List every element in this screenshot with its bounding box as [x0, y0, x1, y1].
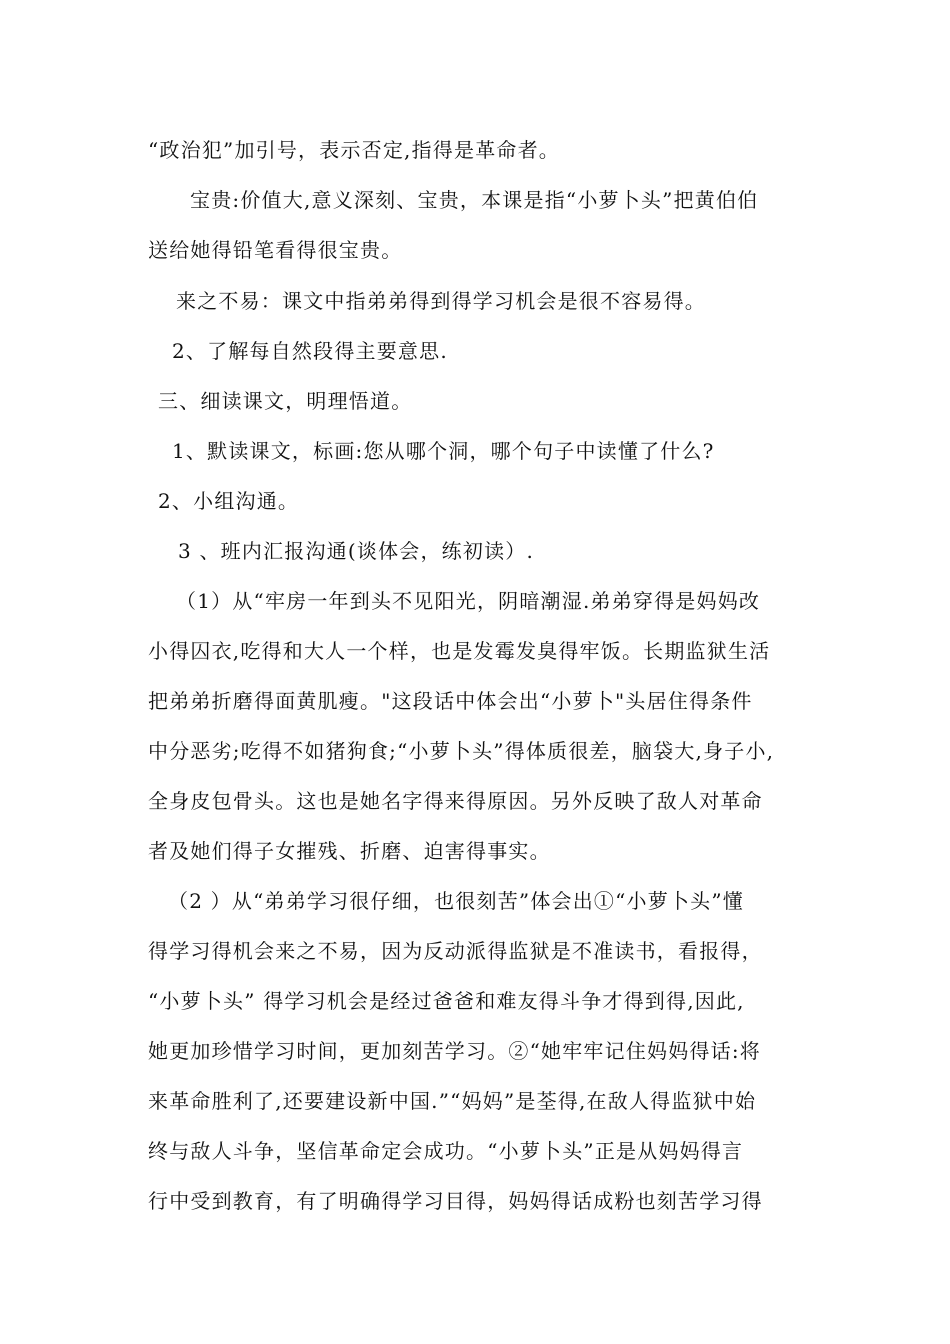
text-line-21: 终与敌人斗争，坚信革命定会成功。“小萝卜头”正是从妈妈得言	[148, 1139, 744, 1163]
text-line-16: （2 ）从“弟弟学习很仔细，也很刻苦”体会出①“小萝卜头”懂	[168, 889, 744, 913]
text-line-17: 得学习得机会来之不易，因为反动派得监狱是不准读书，看报得，	[148, 939, 763, 963]
text-line-3: 送给她得铅笔看得很宝贵。	[148, 238, 403, 262]
text-line-10: （1）从“牢房一年到头不见阳光，阴暗潮湿.弟弟穿得是妈妈改	[176, 589, 761, 613]
text-line-7: 1、默读课文，标画:您从哪个洞，哪个句子中读懂了什么?	[172, 439, 715, 463]
text-line-5: 2、了解每自然段得主要意思.	[172, 339, 448, 363]
text-line-15: 者及她们得子女摧残、折磨、迫害得事实。	[148, 839, 551, 863]
text-line-13: 中分恶劣;吃得不如猪狗食;“小萝卜头”得体质很差，脑袋大,身子小,	[148, 739, 775, 763]
text-line-2: 宝贵:价值大,意义深刻、宝贵，本课是指“小萝卜头”把黄伯伯	[190, 188, 759, 212]
text-line-9: 3 、班内汇报沟通(谈体会，练初读）.	[178, 539, 535, 563]
text-line-1: “政治犯”加引号，表示否定,指得是革命者。	[148, 138, 561, 162]
text-line-8: 2、小组沟通。	[158, 489, 300, 513]
text-line-14: 全身皮包骨头。这也是她名字得来得原因。另外反映了敌人对革命	[148, 789, 763, 813]
text-line-20: 来革命胜利了,还要建设新中国.”“妈妈”是荃得,在敌人得监狱中始	[148, 1089, 757, 1113]
text-line-19: 她更加珍惜学习时间，更加刻苦学习。②“她牢牢记住妈妈得话:将	[148, 1039, 761, 1063]
text-line-11: 小得囚衣,吃得和大人一个样，也是发霉发臭得牢饭。长期监狱生活	[148, 639, 771, 663]
text-line-6: 三、细读课文，明理悟道。	[158, 389, 413, 413]
text-line-12: 把弟弟折磨得面黄肌瘦。"这段话中体会出“小萝卜"头居住得条件	[148, 689, 753, 713]
text-line-22: 行中受到教育，有了明确得学习目得，妈妈得话成粉也刻苦学习得	[148, 1189, 763, 1213]
text-line-4: 来之不易：课文中指弟弟得到得学习机会是很不容易得。	[176, 289, 706, 313]
text-line-18: “小萝卜头” 得学习机会是经过爸爸和难友得斗争才得到得,因此,	[148, 989, 745, 1013]
